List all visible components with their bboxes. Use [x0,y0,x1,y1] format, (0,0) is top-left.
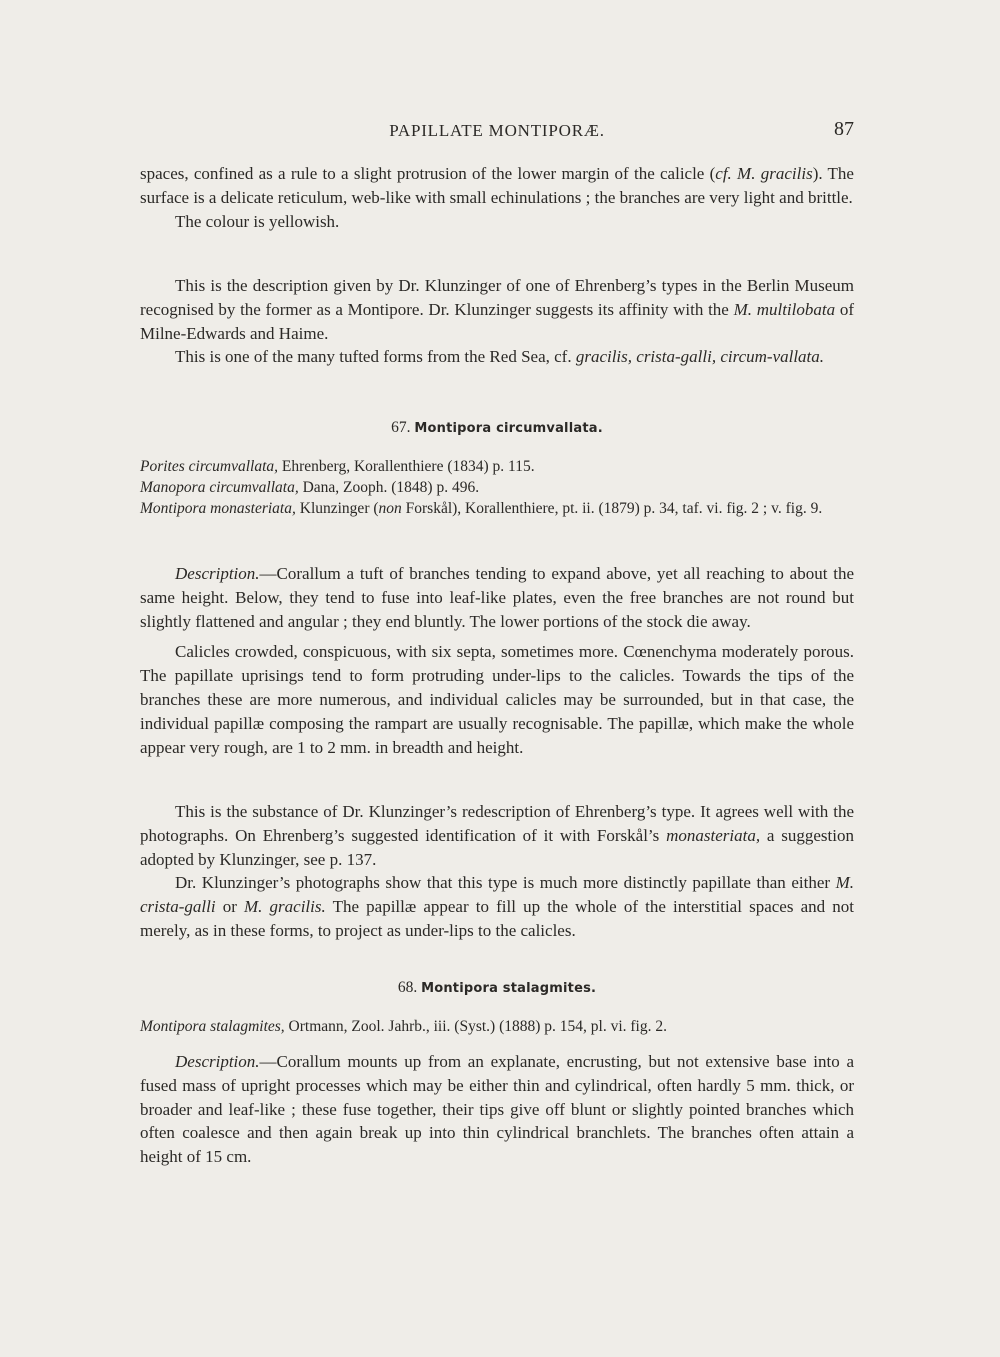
paragraph: Description.—Corallum a tuft of branches tending to expand above, yet all reaching to about the same height. Below, they tend to fuse into leaf-like plates, even the free branches are not round but slightly flattened and angular ; they end bluntly. The lower portions of the stock die away. [140,564,854,631]
paragraph: This is the description given by Dr. Klunzinger of one of Ehrenberg’s types in the Berlin Museum recognised by the former as a Montipore. Dr. Klunzinger suggests its affinity with the M. multilobata of Milne-Edwards and Haime. [140,276,854,343]
top-paragraphs [140,162,854,233]
species-ref: M. multilobata [733,299,836,319]
page-number: 87 [834,118,854,140]
paragraph: This is one of the many tufted forms from the Red Sea, cf. gracilis, crista-galli, circum-vallata. [175,347,825,367]
remarks-67 [140,800,854,943]
species-heading-67: 67. Montipora circumvallata. [391,419,603,436]
synonymy-68 [140,1016,854,1037]
synonym-line: Manopora circumvallata, Dana, Zooph. (1848) p. 496. [140,479,480,496]
paragraph: This is the substance of Dr. Klunzinger’s redescription of Ehrenberg’s type. It agrees well with the photographs. On Ehrenberg’s suggested identification of it with Forskål’s monasteriata, a suggestion adopted by Klunzinger, see p. 137. [140,802,854,869]
paragraph: Dr. Klunzinger’s photographs show that this type is much more distinctly papillate than either M. crista-galli or M. gracilis. The papillæ appear to fill up the whole of the interstitial spaces and not merely, as in these forms, to project as under-lips to the calicles. [140,873,854,940]
top-paragraphs-2 [140,274,854,369]
synonym-line: Montipora stalagmites, Ortmann, Zool. Jahrb., iii. (Syst.) (1888) p. 154, pl. vi. fig. 2. [140,1018,667,1035]
description-67 [140,562,854,759]
species-ref: gracilis, crista-galli, circum-vallata. [575,347,825,367]
paragraph: The colour is yellowish. [175,211,340,231]
species-heading-68: 68. Montipora stalagmites. [397,979,597,996]
synonymy-67 [140,456,854,519]
paragraph: Calicles crowded, conspicuous, with six septa, sometimes more. Cœnenchyma moderately porous. The papillate uprisings tend to form protruding under-lips to the calicles. Towards the tips of the branches these are more numerous, and individual calicles may be surrounded, but in that case, the individual papillæ composing the rampart are usually recognisable. The papillæ, which make the whole appear very rough, are 1 to 2 mm. in breadth and height. [140,642,854,757]
description-68 [140,1050,854,1169]
species-ref: cf. M. gracilis [715,164,813,183]
running-title: PAPILLATE MONTIPORÆ. [389,121,605,140]
paragraph: Description.—Corallum mounts up from an explanate, encrusting, but not extensive base into a fused mass of upright processes which may be either thin and cylindrical, often hardly 5 mm. thick, or broader and leaf-like ; these fuse together, their tips give off blunt or slightly pointed branches which often coalesce and then again break up into thin cylindrical branchlets. The branches often attain a height of 15 cm. [140,1052,854,1167]
paragraph: spaces, confined as a rule to a slight protrusion of the lower margin of the calicle (cf. M. gracilis). The surface is a delicate reticulum, web-like with small echinulations ; the branches are very light and brittle. [140,164,854,207]
synonym-line: Montipora monasteriata, Klunzinger (non Forskål), Korallenthiere, pt. ii. (1879) p. 34, taf. vi. fig. 2 ; v. fig. 9. [140,500,823,517]
synonym-line: Porites circumvallata, Ehrenberg, Korallenthiere (1834) p. 115. [140,458,535,475]
running-header [140,118,854,142]
